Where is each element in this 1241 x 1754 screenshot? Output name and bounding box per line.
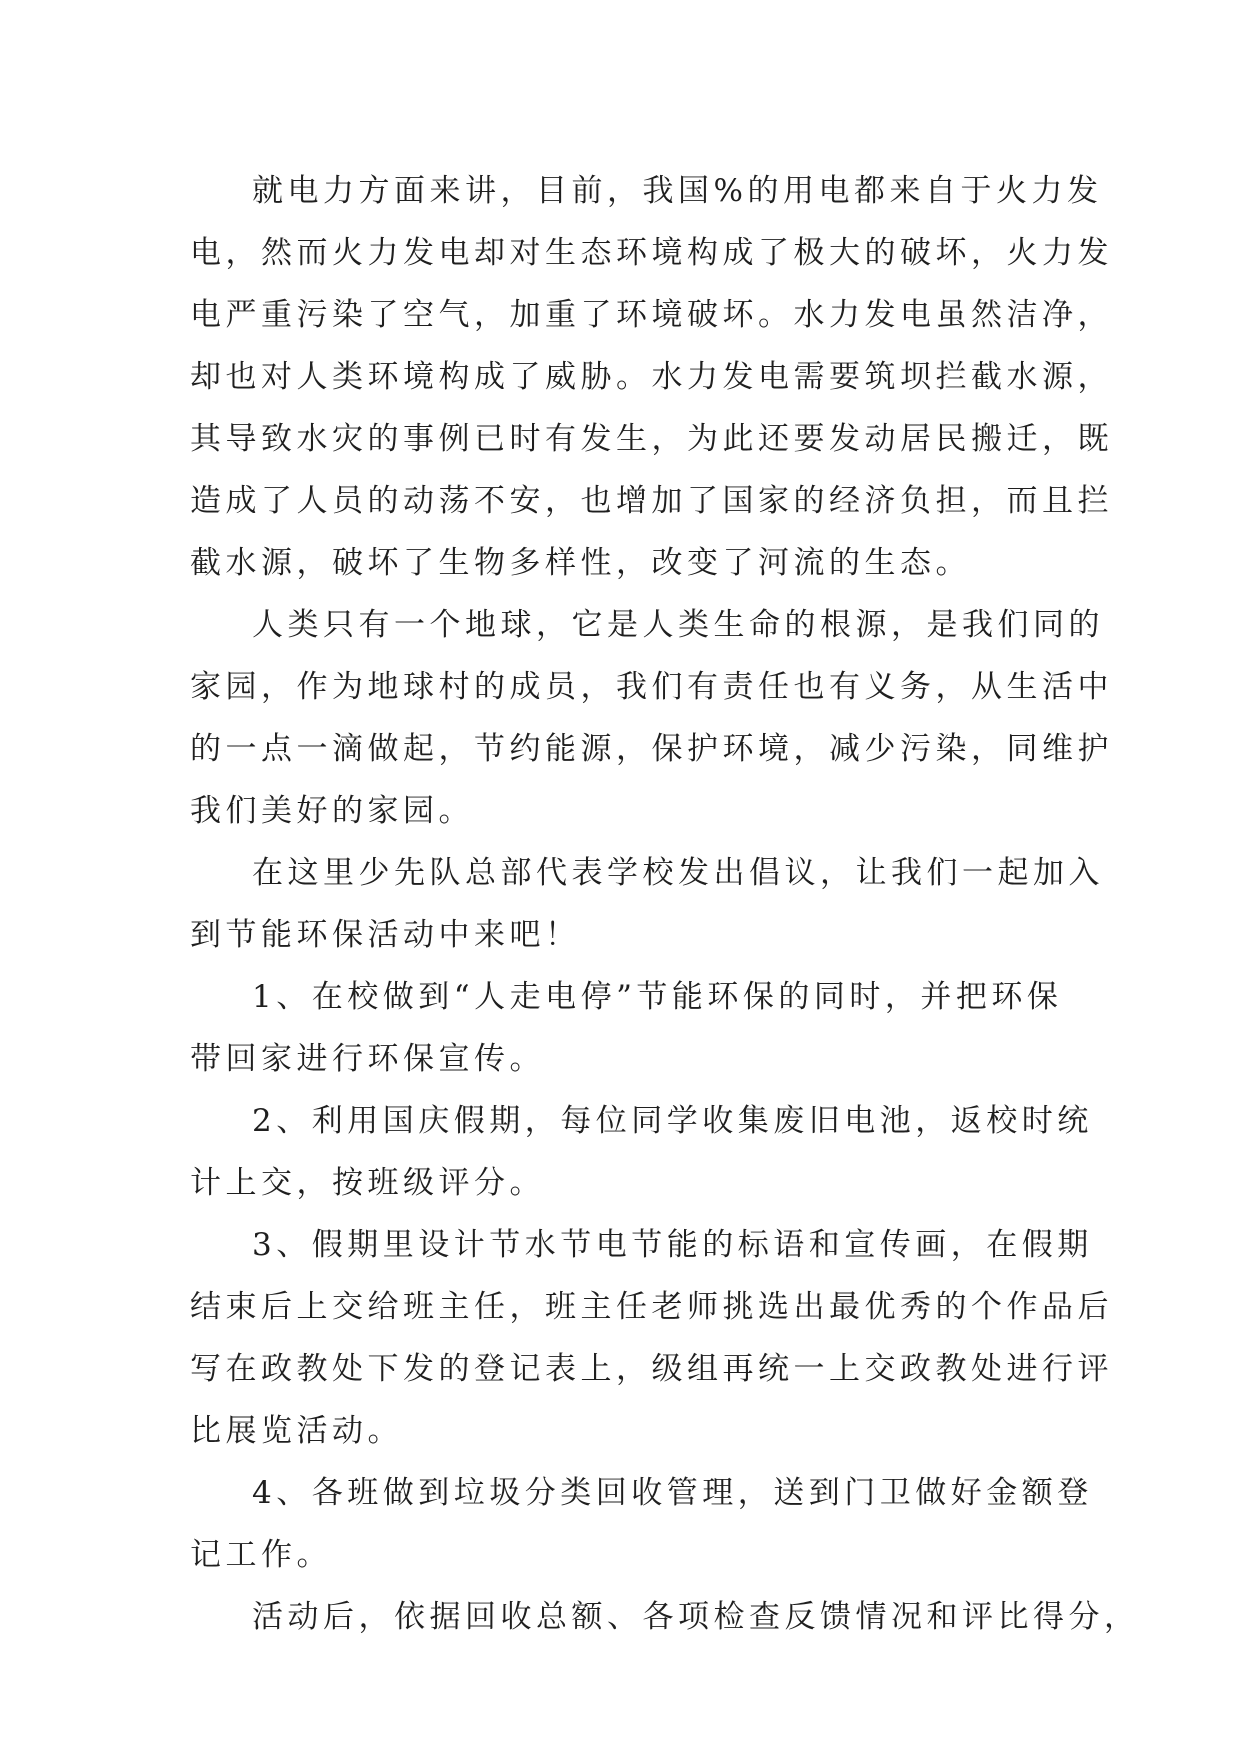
text-line: 4、各班做到垃圾分类回收管理，送到门卫做好金额登 xyxy=(252,1475,1093,1511)
list-item-3 xyxy=(190,1214,1113,1462)
paragraph-earth xyxy=(190,594,1113,842)
text-line: 1、在校做到“人走电停”节能环保的同时，并把环保 xyxy=(252,979,1063,1015)
list-item-2 xyxy=(190,1090,1093,1214)
text-line: 3、假期里设计节水节电节能的标语和宣传画，在假期 xyxy=(252,1227,1093,1263)
text-line: 的一点一滴做起，节约能源，保护环境，减少污染，同维护 xyxy=(190,731,1113,767)
text-line: 造成了人员的动荡不安，也增加了国家的经济负担，而且拦 xyxy=(190,483,1113,519)
text-line: 比展览活动。 xyxy=(190,1413,403,1449)
text-line: 截水源，破坏了生物多样性，改变了河流的生态。 xyxy=(190,545,971,581)
text-line: 结束后上交给班主任，班主任老师挑选出最优秀的个作品后 xyxy=(190,1289,1113,1325)
document-body xyxy=(190,160,1140,1648)
text-line: 却也对人类环境构成了威胁。水力发电需要筑坝拦截水源， xyxy=(190,359,1113,395)
text-line: 家园，作为地球村的成员，我们有责任也有义务，从生活中 xyxy=(190,669,1113,705)
text-line: 写在政教处下发的登记表上，级组再统一上交政教处进行评 xyxy=(190,1351,1113,1387)
text-line: 电严重污染了空气，加重了环境破坏。水力发电虽然洁净， xyxy=(190,297,1113,333)
list-item-1 xyxy=(190,966,1063,1090)
text-line: 其导致水灾的事例已时有发生，为此还要发动居民搬迁，既 xyxy=(190,421,1113,457)
text-line: 在这里少先队总部代表学校发出倡议，让我们一起加入 xyxy=(252,855,1104,891)
paragraph-electricity xyxy=(190,160,1113,594)
paragraph-proposal xyxy=(190,842,1104,966)
text-line: 计上交，按班级评分。 xyxy=(190,1165,545,1201)
text-line: 活动后，依据回收总额、各项检查反馈情况和评比得分， xyxy=(252,1599,1140,1635)
text-line: 带回家进行环保宣传。 xyxy=(190,1041,545,1077)
text-line: 到节能环保活动中来吧！ xyxy=(190,917,581,953)
text-line: 2、利用国庆假期，每位同学收集废旧电池，返校时统 xyxy=(252,1103,1093,1139)
text-line: 记工作。 xyxy=(190,1537,332,1573)
paragraph-after-activity xyxy=(190,1586,1140,1648)
list-item-4 xyxy=(190,1462,1093,1586)
text-line: 就电力方面来讲，目前，我国%的用电都来自于火力发 xyxy=(252,173,1103,209)
text-line: 我们美好的家园。 xyxy=(190,793,474,829)
text-line: 人类只有一个地球，它是人类生命的根源，是我们同的 xyxy=(252,607,1104,643)
text-line: 电，然而火力发电却对生态环境构成了极大的破坏，火力发 xyxy=(190,235,1113,271)
